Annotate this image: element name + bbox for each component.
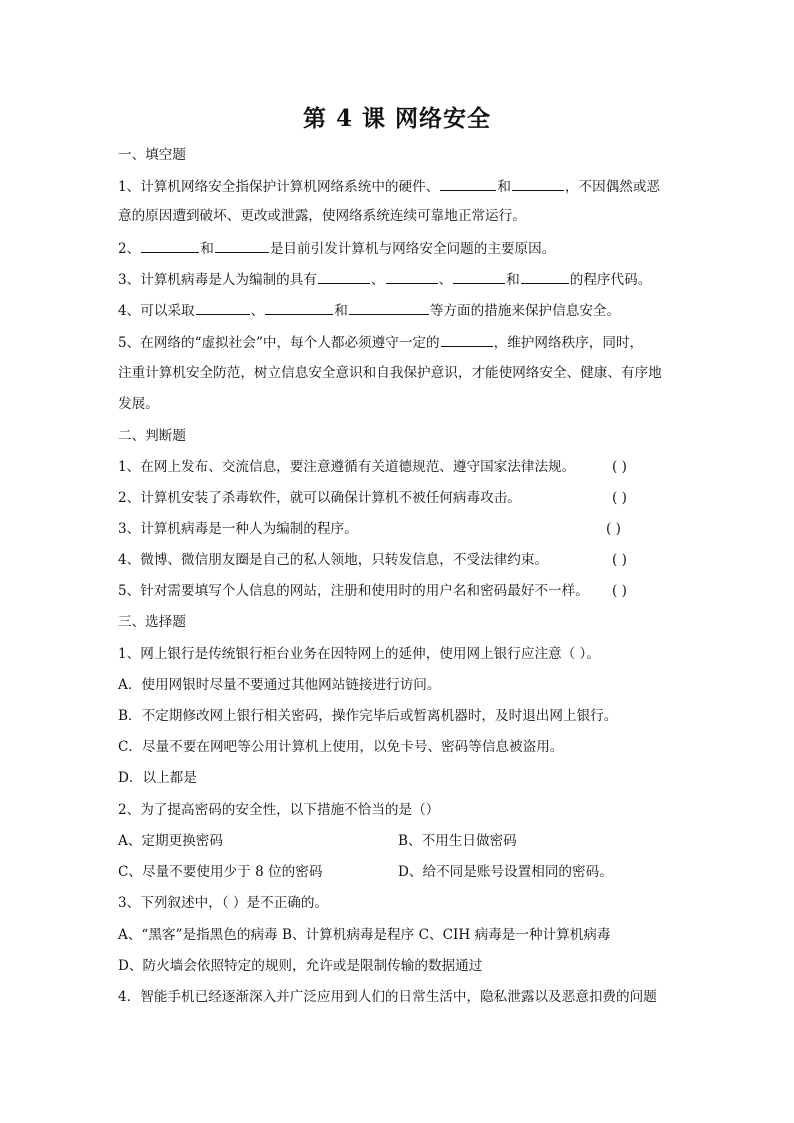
answer-blank[interactable]: [453, 270, 505, 284]
answer-parentheses[interactable]: ( ): [612, 490, 627, 506]
answer-blank[interactable]: [215, 239, 269, 253]
answer-parentheses[interactable]: ( ): [612, 552, 627, 568]
question-5-line-2: 注重计算机安全防范，树立信息安全意识和自我保护意识，才能使网络安全、健康、有序地: [118, 365, 662, 381]
answer-blank[interactable]: [512, 177, 564, 191]
page-title: 第 4 课 网络安全: [302, 105, 492, 132]
choice-options-abc[interactable]: A、“黑客”是指黑色的病毒 B、计算机病毒是程序 C、CIH 病毒是一种计算机病毒: [118, 927, 611, 943]
question-1-line-2: 意的原因遭到破坏、更改或泄露，使网络系统连续可靠地正常运行。: [118, 208, 526, 224]
choice-question-3-stem: 3、下列叙述中，（ ）是不正确的。: [118, 895, 329, 911]
section-heading-true-false: 二、判断题: [118, 428, 186, 444]
answer-parentheses[interactable]: ( ): [612, 583, 627, 599]
answer-blank[interactable]: [441, 333, 493, 347]
choice-option-b[interactable]: B、不用生日做密码: [398, 833, 517, 849]
choice-option-d[interactable]: D、防火墙会依照特定的规则，允许或是限制传输的数据通过: [118, 958, 483, 974]
choice-option-b[interactable]: B．不定期修改网上银行相关密码，操作完毕后或暂离机器时，及时退出网上银行。: [118, 708, 618, 724]
section-heading-fill-in: 一、填空题: [118, 147, 186, 163]
choice-option-c[interactable]: C．尽量不要在网吧等公用计算机上使用，以免卡号、密码等信息被盗用。: [118, 739, 564, 755]
judge-item-3: 3、计算机病毒是一种人为编制的程序。: [118, 521, 358, 537]
choice-question-4-stem: 4．智能手机已经逐渐深入并广泛应用到人们的日常生活中，隐私泄露以及恶意扣费的问题: [118, 989, 657, 1005]
answer-blank[interactable]: [349, 301, 429, 315]
judge-item-4: 4、微博、微信朋友圈是自己的私人领地，只转发信息，不受法律约束。: [118, 552, 549, 568]
judge-item-1: 1、在网上发布、交流信息，要注意遵循有关道德规范、遵守国家法律法规。: [118, 459, 576, 475]
choice-option-a[interactable]: A、定期更换密码: [118, 833, 223, 849]
question-4: 4、可以采取 、 和 等方面的措施来保护信息安全。: [118, 303, 621, 319]
choice-option-c[interactable]: C、尽量不要使用少于 8 位的密码: [118, 864, 323, 880]
choice-option-d[interactable]: D、给不同是账号设置相同的密码。: [398, 864, 613, 880]
judge-item-5: 5、针对需要填写个人信息的网站，注册和使用时的用户名和密码最好不一样。: [118, 583, 589, 599]
answer-blank[interactable]: [265, 301, 333, 315]
answer-parentheses[interactable]: ( ): [612, 459, 627, 475]
answer-blank[interactable]: [440, 177, 496, 191]
choice-option-d[interactable]: D．以上都是: [118, 770, 197, 786]
choice-option-a[interactable]: A．使用网银时尽量不要通过其他网站链接进行访问。: [118, 677, 441, 693]
question-2: 2、 和 是目前引发计算机与网络安全问题的主要原因。: [118, 241, 556, 257]
answer-blank[interactable]: [386, 270, 438, 284]
answer-blank[interactable]: [521, 270, 569, 284]
answer-parentheses[interactable]: ( ): [606, 521, 621, 537]
section-heading-multiple-choice: 三、选择题: [118, 614, 186, 630]
question-1-line-1: 1、计算机网络安全指保护计算机网络系统中的硬件、 和 ，不因偶然或恶: [118, 179, 661, 195]
judge-item-2: 2、计算机安装了杀毒软件，就可以确保计算机不被任何病毒攻击。: [118, 490, 521, 506]
question-5-line-3: 发展。: [118, 396, 159, 412]
answer-blank[interactable]: [141, 239, 199, 253]
question-3: 3、计算机病毒是人为编制的具有 、 、 和 的程序代码。: [118, 272, 652, 288]
question-5-line-1: 5、在网络的“虚拟社会”中，每个人都必须遵守一定的 ，维护网络秩序，同时，: [118, 335, 644, 351]
choice-question-1-stem: 1、网上银行是传统银行柜台业务在因特网上的延伸，使用网上银行应注意（ ）。: [118, 646, 600, 662]
choice-question-2-stem: 2、为了提高密码的安全性，以下措施不恰当的是（）: [118, 802, 440, 818]
answer-blank[interactable]: [318, 270, 370, 284]
answer-blank[interactable]: [196, 301, 250, 315]
